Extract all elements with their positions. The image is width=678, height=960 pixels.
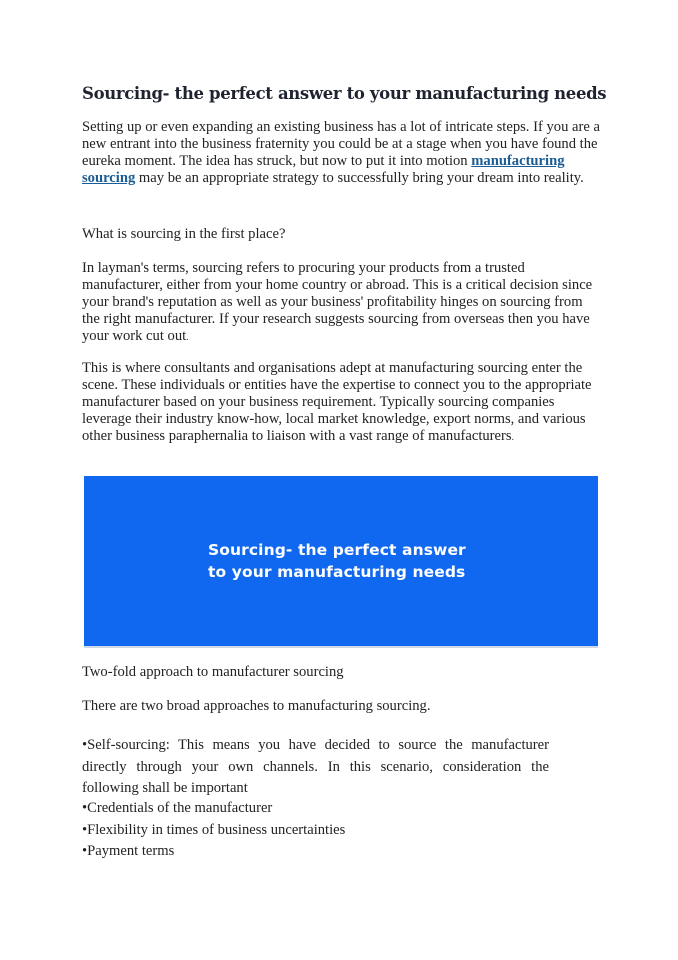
approach-heading: Two-fold approach to manufacturer sourcing [82,664,344,680]
consideration-list [82,798,345,863]
banner-line-1: Sourcing- the perfect answer [208,541,466,559]
intro-text-start: Setting up or even expanding an existing business has a lot of intricate steps. If you are a new entrant into the business fraternity you could be at a stage when you have found the eureka moment. The idea has struck, but now to put it into motion [82,119,600,169]
list-item: •Credentials of the manufacturer [82,800,273,816]
banner-line-2: to your manufacturing needs [208,563,466,581]
question-paragraph: What is sourcing in the first place? [82,226,286,242]
self-sourcing-paragraph: •Self-sourcing: This means you have decided to source the manufacturer directly through your own channels. In this scenario, consideration the following shall be important [82,737,549,796]
definition-period: . [186,332,189,342]
consultants-paragraph [82,360,602,446]
definition-paragraph [82,260,602,346]
consultants-text: This is where consultants and organisations adept at manufacturing sourcing enter the scene. These individuals or entities have the expertise to connect you to the appropriate manufacturer based on your business requirement. Typically sourcing companies leverage their industry know-how, local market knowledge, export norms, and various other business paraphernalia to liaison with a vast range of manufacturers [82,360,592,444]
intro-paragraph [82,119,602,187]
list-item: •Payment terms [82,843,175,859]
banner-image [84,476,598,648]
article-title: Sourcing- the perfect answer to your manufacturing needs [82,84,607,103]
approach-intro: There are two broad approaches to manufacturing sourcing. [82,698,431,714]
manufacturing-sourcing-link[interactable]: manufacturing sourcing [82,153,565,186]
consultants-period: . [511,432,514,442]
list-item: •Flexibility in times of business uncertainties [82,821,346,838]
intro-text-end: may be an appropriate strategy to successfully bring your dream into reality. [135,170,584,186]
definition-text: In layman's terms, sourcing refers to procuring your products from a trusted manufacturer, either from your home country or abroad. This is a critical decision since your brand's reputation as well as your business' profitability hinges on sourcing from the right manufacturer. If your research suggests sourcing from overseas then you have your work cut out [82,260,593,344]
banner-caption [208,539,466,583]
